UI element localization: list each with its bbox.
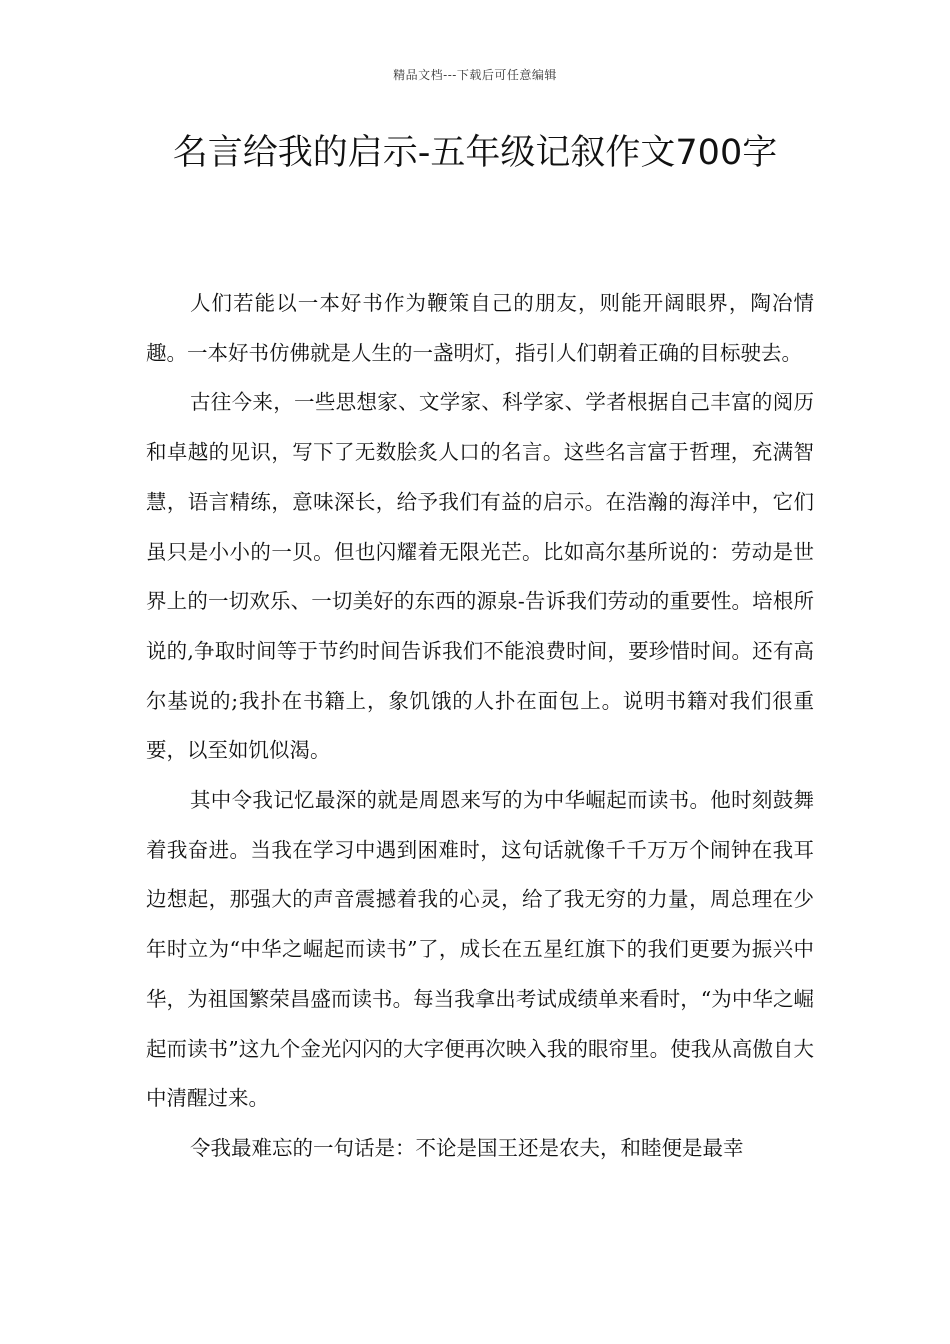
header-note: 精品文档---下载后可任意编辑: [393, 68, 557, 82]
document-body: [146, 279, 814, 1174]
paragraph: 其中令我记忆最深的就是周恩来写的为中华崛起而读书。他时刻鼓舞着我奋进。当我在学习中遇到困难时，这句话就像千千万万个闹钟在我耳边想起，那强大的声音震撼着我的心灵，给了我无穷的力量，周总理在少年时立为“中华之崛起而读书”了，成长在五星红旗下的我们更要为振兴中华，为祖国繁荣昌盛而读书。每当我拿出考试成绩单来看时，“为中华之崛起而读书”这九个金光闪闪的大字便再次映入我的眼帘里。使我从高傲自大中清醒过来。: [146, 788, 814, 1111]
paragraph: 古往今来，一些思想家、文学家、科学家、学者根据自己丰富的阅历和卓越的见识，写下了无数脍炙人口的名言。这些名言富于哲理，充满智慧，语言精练，意味深长，给予我们有益的启示。在浩瀚的海洋中，它们虽只是小小的一贝。但也闪耀着无限光芒。比如高尔基所说的：劳动是世界上的一切欢乐、一切美好的东西的源泉-告诉我们劳动的重要性。培根所说的,争取时间等于节约时间告诉我们不能浪费时间，要珍惜时间。还有高尔基说的;我扑在书籍上，象饥饿的人扑在面包上。说明书籍对我们很重要，以至如饥似渴。: [146, 390, 814, 763]
document-title: 名言给我的启示-五年级记叙作文700字: [172, 133, 778, 173]
paragraph: 令我最难忘的一句话是：不论是国王还是农夫，和睦便是最幸: [190, 1135, 744, 1160]
paragraph: 人们若能以一本好书作为鞭策自己的朋友，则能开阔眼界，陶冶情趣。一本好书仿佛就是人生的一盏明灯，指引人们朝着正确的目标驶去。: [146, 291, 814, 365]
